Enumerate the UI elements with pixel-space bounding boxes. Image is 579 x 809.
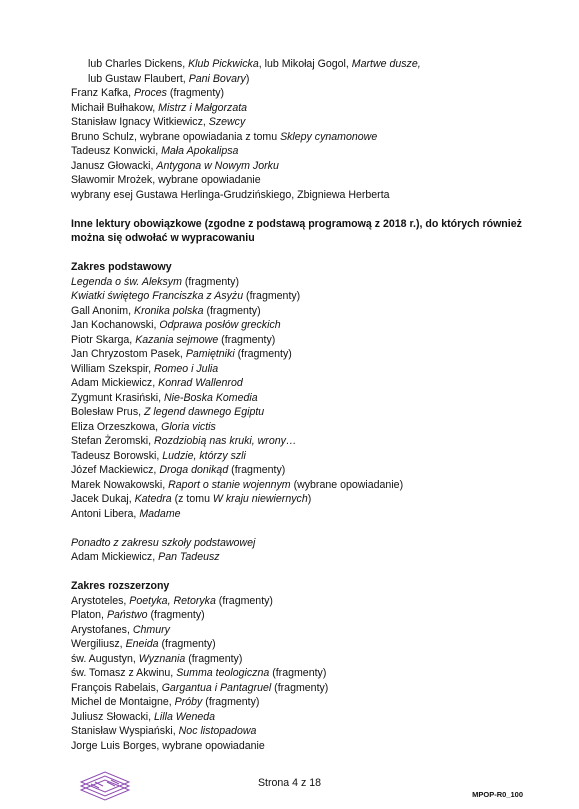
list-item-text: Klub Pickwicka xyxy=(188,58,259,70)
list-item-text: (fragmenty) xyxy=(269,667,327,679)
list-item-text: Rozdziobią nas kruki, wrony… xyxy=(154,435,297,447)
list-item xyxy=(71,144,541,159)
list-item-text: , lub Mikołaj Gogol, xyxy=(258,58,352,70)
list-item xyxy=(71,275,541,290)
list-item-text: Arystoteles, xyxy=(71,594,130,607)
list-item-text: Platon, xyxy=(71,609,107,621)
page-number: Strona 4 z 18 xyxy=(257,777,321,789)
list-item-text: (fragmenty) xyxy=(218,333,276,346)
list-item-text: Katedra xyxy=(134,493,172,505)
list-item-text: ) xyxy=(245,72,250,85)
list-item xyxy=(71,159,541,174)
list-item-text: ) xyxy=(307,493,312,505)
list-item xyxy=(71,507,541,522)
list-item-text: Mistrz i Małgorzata xyxy=(158,101,248,114)
list-item-text: Eliza Orzeszkowa, xyxy=(71,420,162,433)
list-item xyxy=(71,608,541,623)
list-item-text: Szewcy xyxy=(208,116,246,128)
list-item-text: Bolesław Prus, xyxy=(71,406,145,418)
list-item xyxy=(71,376,541,391)
list-item-text: Ludzie, którzy szli xyxy=(162,449,246,462)
list-item xyxy=(71,434,541,449)
list-item-text: Jorge Luis Borges, wybrane opowiadanie xyxy=(71,739,265,752)
beyond-heading: Ponadto z zakresu szkoły podstawowej xyxy=(71,536,256,549)
list-item xyxy=(71,115,541,130)
list-item-text: Piotr Skarga, xyxy=(71,333,136,346)
list-item-text: Michel de Montaigne, xyxy=(71,696,175,708)
list-item-text: Jan Chryzostom Pasek, xyxy=(71,348,186,360)
list-item-text: Pamiętniki xyxy=(185,348,235,360)
list-item-text: (fragmenty) xyxy=(234,348,292,360)
list-item xyxy=(71,666,541,681)
list-item-text: (fragmenty) xyxy=(181,275,240,288)
document-code: MPOP-R0_100 xyxy=(472,790,523,799)
list-item xyxy=(71,681,541,696)
list-item-text: Adam Mickiewicz, xyxy=(71,377,159,389)
list-item-text: Józef Mackiewicz, xyxy=(71,464,160,476)
list-item xyxy=(71,362,541,377)
list-item-text: Tadeusz Borowski, xyxy=(71,449,163,462)
list-item xyxy=(71,739,541,754)
list-item-text: Stanisław Wyspiański, xyxy=(71,725,179,737)
list-item-text: wybrany esej Gustawa Herlinga-Grudzińskiego, Zbigniewa Herberta xyxy=(71,188,390,201)
list-item-text: Pan Tadeusz xyxy=(158,551,220,563)
list-item-text: Gloria victis xyxy=(161,420,216,433)
list-item-text: Kronika polska xyxy=(134,304,204,317)
list-item xyxy=(71,188,541,203)
list-item xyxy=(71,101,541,116)
list-item-text: (z tomu xyxy=(171,493,213,505)
list-item xyxy=(71,449,541,464)
list-item-text: W kraju niewiernych xyxy=(212,493,308,505)
extended-scope-heading: Zakres rozszerzony xyxy=(71,580,170,592)
list-item-text: Lilla Weneda xyxy=(154,710,216,723)
list-item xyxy=(71,594,541,609)
list-item xyxy=(71,405,541,420)
list-item-text: Gall Anonim, xyxy=(71,304,135,317)
list-item-text: Wergiliusz, xyxy=(71,638,126,650)
list-item-text: Noc listopadowa xyxy=(178,725,257,737)
list-item-text: Arystofanes, xyxy=(71,623,133,636)
list-item-text: Gargantua i Pantagruel xyxy=(161,681,272,694)
list-item-text: Kwiatki świętego Franciszka z Asyżu xyxy=(71,290,244,302)
list-item-text: Summa teologiczna xyxy=(176,667,270,679)
main-content xyxy=(71,57,541,753)
list-item-text: Wyznania xyxy=(138,652,186,665)
list-item-text: Stefan Żeromski, xyxy=(71,435,155,447)
list-item-text: Zygmunt Krasiński, xyxy=(71,391,165,404)
list-item-text: Odprawa posłów greckich xyxy=(159,319,281,331)
list-item-text: (fragmenty) xyxy=(185,652,243,665)
list-item-text: Madame xyxy=(139,507,181,520)
list-item xyxy=(71,724,541,739)
list-item-text: Państwo xyxy=(106,609,148,621)
list-item-text: Sławomir Mrożek, wybrane opowiadanie xyxy=(71,174,261,186)
list-item-text: Kazania sejmowe xyxy=(135,333,219,346)
list-item-text: François Rabelais, xyxy=(71,681,162,694)
list-item-text: (fragmenty) xyxy=(158,638,216,650)
list-item xyxy=(71,333,541,348)
list-item xyxy=(71,173,541,188)
list-item-text: Raport o stanie wojennym xyxy=(168,478,291,491)
list-item-text: Michaił Bułhakow, xyxy=(71,101,159,114)
list-item xyxy=(71,463,541,478)
list-item xyxy=(71,420,541,435)
list-item-text: Tadeusz Konwicki, xyxy=(71,145,162,157)
list-item-text: Stanisław Ignacy Witkiewicz, xyxy=(71,116,209,128)
list-item-text: Adam Mickiewicz, xyxy=(71,551,159,563)
extended-reading-list xyxy=(71,594,541,754)
list-item-text: Romeo i Julia xyxy=(154,362,219,375)
list-item xyxy=(71,478,541,493)
list-item-text: (fragmenty) xyxy=(147,609,205,621)
list-item-text: Juliusz Słowacki, xyxy=(71,710,155,723)
list-item xyxy=(71,710,541,725)
list-item xyxy=(71,550,541,565)
list-item-text: Martwe dusze, xyxy=(351,58,421,70)
list-item-text: Pani Bovary xyxy=(188,72,246,85)
list-item xyxy=(71,318,541,333)
list-item xyxy=(71,289,541,304)
list-item-text: Jan Kochanowski, xyxy=(71,319,160,331)
basic-scope-heading: Zakres podstawowy xyxy=(71,261,172,273)
list-item-text: Antoni Libera, xyxy=(71,507,140,520)
list-item-text: św. Tomasz z Akwinu, xyxy=(71,667,177,679)
list-item-text: (fragmenty) xyxy=(215,594,273,607)
list-item-text: Próby xyxy=(174,696,203,708)
list-item-text: Legenda o św. Aleksym xyxy=(71,275,182,288)
top-reading-list xyxy=(71,57,541,202)
basic-reading-list xyxy=(71,275,541,522)
list-item xyxy=(71,652,541,667)
list-item-text: Bruno Schulz, wybrane opowiadania z tomu xyxy=(71,130,281,143)
list-item-text: (fragmenty) xyxy=(243,290,301,302)
list-item-text: Sklepy cynamonowe xyxy=(280,130,378,143)
list-item-text: Droga donikąd xyxy=(159,464,229,476)
list-item-text: Poetyka, Retoryka xyxy=(129,594,216,607)
list-item-text: Nie-Boska Komedia xyxy=(164,391,258,404)
list-item xyxy=(71,623,541,638)
list-item xyxy=(71,637,541,652)
list-item-text: (fragmenty) xyxy=(202,696,260,708)
list-item-text: Franz Kafka, xyxy=(71,87,134,99)
list-item-text: (fragmenty) xyxy=(228,464,286,476)
list-item-text: (fragmenty) xyxy=(271,681,329,694)
list-item-text: Antygona w Nowym Jorku xyxy=(156,159,279,172)
list-item-text: Janusz Głowacki, xyxy=(71,159,157,172)
list-item-text: Mała Apokalipsa xyxy=(161,145,239,157)
list-item xyxy=(71,72,541,87)
list-item-text: (fragmenty) xyxy=(203,304,261,317)
list-item xyxy=(71,130,541,145)
list-item-text: William Szekspir, xyxy=(71,362,154,375)
list-item-text: św. Augustyn, xyxy=(71,652,139,665)
list-item xyxy=(71,695,541,710)
list-item-text: Eneida xyxy=(125,638,159,650)
list-item-text: (wybrane opowiadanie) xyxy=(290,478,404,491)
list-item xyxy=(71,492,541,507)
list-item-text: lub Gustaw Flaubert, xyxy=(88,72,189,85)
beyond-reading-list xyxy=(71,550,541,565)
list-item xyxy=(71,304,541,319)
list-item xyxy=(71,86,541,101)
list-item xyxy=(71,347,541,362)
list-item-text: Marek Nowakowski, xyxy=(71,478,169,491)
list-item-text: Konrad Wallenrod xyxy=(158,377,243,389)
list-item xyxy=(71,57,541,72)
list-item-text: Chmury xyxy=(132,623,170,636)
list-item-text: lub Charles Dickens, xyxy=(88,58,189,70)
list-item-text: (fragmenty) xyxy=(166,87,225,99)
list-item-text: Jacek Dukaj, xyxy=(71,493,135,505)
list-item-text: Proces xyxy=(134,87,167,99)
other-readings-heading: Inne lektury obowiązkowe (zgodne z podstawą programową z 2018 r.), do których również można się odwołać w wypracowaniu xyxy=(71,217,522,244)
list-item xyxy=(71,391,541,406)
list-item-text: Z legend dawnego Egiptu xyxy=(144,406,265,418)
